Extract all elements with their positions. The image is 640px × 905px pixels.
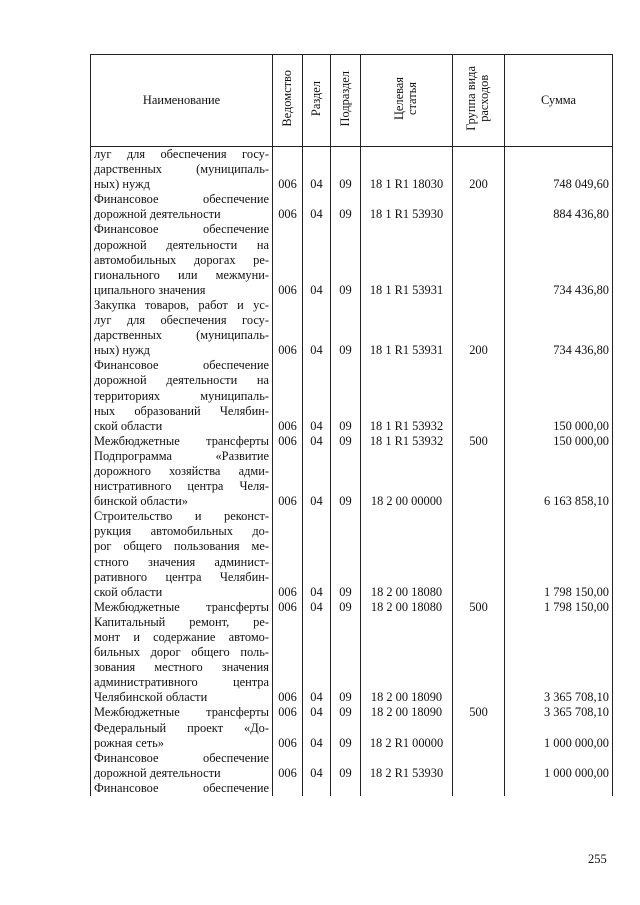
row-sum: 150 000,00 — [505, 434, 613, 449]
table-row — [91, 721, 613, 751]
table-row — [91, 751, 613, 781]
row-subsection: 09 — [331, 358, 361, 433]
header-section-text: Раздел — [308, 80, 323, 117]
row-name-line: Межбюджетные трансферты — [94, 433, 269, 448]
row-target-article — [361, 781, 453, 796]
row-sum: 734 436,80 — [505, 298, 613, 358]
table-row — [91, 781, 613, 796]
header-name-text: Наименование — [142, 93, 221, 107]
row-department: 006 — [273, 358, 303, 433]
table-body — [91, 147, 613, 797]
table-row — [91, 358, 613, 433]
row-sum: 884 436,80 — [505, 192, 613, 222]
row-name — [91, 781, 273, 796]
row-expense-group — [453, 781, 505, 796]
row-department: 006 — [273, 600, 303, 615]
row-name-line: рожная сеть» — [94, 735, 164, 750]
row-name-line: Челябинской области — [94, 690, 208, 705]
header-target-article-text — [393, 77, 419, 120]
row-target-article: 18 1 R1 53932 — [361, 434, 453, 449]
row-subsection: 09 — [331, 192, 361, 222]
row-subsection: 09 — [331, 222, 361, 297]
row-section: 04 — [303, 222, 331, 297]
row-department — [273, 781, 303, 796]
row-name-line: Финансовое обеспечение — [94, 750, 269, 765]
row-department: 006 — [273, 222, 303, 297]
row-name-line: ных) нужд — [94, 343, 150, 358]
header-section — [303, 55, 331, 147]
table-row — [91, 600, 613, 615]
table-row — [91, 615, 613, 706]
row-expense-group — [453, 192, 505, 222]
row-subsection: 09 — [331, 434, 361, 449]
row-name-line: ных) нужд — [94, 177, 150, 192]
row-section: 04 — [303, 298, 331, 358]
row-department: 006 — [273, 705, 303, 720]
row-subsection: 09 — [331, 751, 361, 781]
row-department: 006 — [273, 434, 303, 449]
table-row — [91, 192, 613, 222]
row-name-line: ных образований Челябин- — [94, 403, 269, 418]
table-row — [91, 509, 613, 600]
header-sum — [505, 55, 613, 147]
row-name — [91, 222, 273, 297]
row-name-line: Подпрограмма «Развитие — [94, 448, 269, 463]
table-row — [91, 298, 613, 358]
row-section: 04 — [303, 705, 331, 720]
row-name-line: Финансовое обеспечение — [94, 222, 269, 237]
row-name-line: Федеральный проект «До- — [94, 720, 269, 735]
row-department: 006 — [273, 721, 303, 751]
row-expense-group — [453, 358, 505, 433]
row-department: 006 — [273, 751, 303, 781]
row-sum: 3 365 708,10 — [505, 615, 613, 706]
row-expense-group — [453, 751, 505, 781]
row-target-article: 18 1 R1 18030 — [361, 147, 453, 193]
row-department: 006 — [273, 192, 303, 222]
header-department — [273, 55, 303, 147]
row-name — [91, 509, 273, 600]
row-name-line: административного центра — [94, 675, 269, 690]
row-sum: 1 000 000,00 — [505, 751, 613, 781]
table-row — [91, 449, 613, 509]
row-name-line: Финансовое обеспечение — [94, 780, 269, 795]
row-name-line: ративного центра Челябин- — [94, 569, 269, 584]
header-target-article-line-2: статья — [405, 82, 420, 116]
row-section: 04 — [303, 509, 331, 600]
row-sum: 150 000,00 — [505, 358, 613, 433]
row-subsection: 09 — [331, 147, 361, 193]
row-subsection — [331, 781, 361, 796]
row-subsection: 09 — [331, 615, 361, 706]
row-subsection: 09 — [331, 600, 361, 615]
budget-table — [90, 54, 613, 796]
row-name-line: дорожной деятельности — [94, 207, 221, 222]
page-number: 255 — [588, 852, 607, 866]
row-section: 04 — [303, 147, 331, 193]
row-name-line: рукция автомобильных до- — [94, 524, 269, 539]
row-name — [91, 147, 273, 193]
row-name — [91, 434, 273, 449]
row-target-article: 18 1 R1 53932 — [361, 358, 453, 433]
row-expense-group — [453, 721, 505, 751]
row-section: 04 — [303, 751, 331, 781]
row-name — [91, 721, 273, 751]
row-name-line: дорожной деятельности — [94, 765, 221, 780]
row-sum: 748 049,60 — [505, 147, 613, 193]
row-department: 006 — [273, 509, 303, 600]
row-target-article: 18 2 00 18090 — [361, 615, 453, 706]
row-name — [91, 615, 273, 706]
row-target-article: 18 1 R1 53930 — [361, 192, 453, 222]
row-name-line: гионального или межмуни- — [94, 267, 269, 282]
row-target-article: 18 2 R1 53930 — [361, 751, 453, 781]
row-name-line: луг для обеспечения госу- — [94, 313, 269, 328]
row-sum: 1 798 150,00 — [505, 509, 613, 600]
row-name — [91, 358, 273, 433]
row-sum: 6 163 858,10 — [505, 449, 613, 509]
row-department: 006 — [273, 615, 303, 706]
row-name-line: Строительство и реконст- — [94, 509, 269, 524]
header-subsection-text: Подраздел — [337, 70, 352, 127]
header-sum-text: Сумма — [540, 93, 577, 107]
row-sum: 1 798 150,00 — [505, 600, 613, 615]
row-name-line: бильных дорог общего поль- — [94, 645, 269, 660]
row-target-article: 18 2 00 00000 — [361, 449, 453, 509]
row-name-line: дорожного хозяйства адми- — [94, 463, 269, 478]
row-department: 006 — [273, 147, 303, 193]
row-name — [91, 192, 273, 222]
row-name-line: ципального значения — [94, 282, 206, 297]
row-department: 006 — [273, 298, 303, 358]
header-expense-group-text — [465, 66, 491, 131]
row-subsection: 09 — [331, 509, 361, 600]
row-department: 006 — [273, 449, 303, 509]
row-name — [91, 298, 273, 358]
row-subsection: 09 — [331, 721, 361, 751]
row-name-line: Межбюджетные трансферты — [94, 599, 269, 614]
row-section: 04 — [303, 615, 331, 706]
row-name-line: Закупка товаров, работ и ус- — [94, 297, 269, 312]
row-name-line: рог общего пользования ме- — [94, 539, 269, 554]
row-name-line: Финансовое обеспечение — [94, 358, 269, 373]
table-row — [91, 434, 613, 449]
row-name-line: дарственных (муниципаль- — [94, 162, 269, 177]
row-expense-group — [453, 509, 505, 600]
row-name-line: нистративного центра Челя- — [94, 479, 269, 494]
row-target-article: 18 2 00 18090 — [361, 705, 453, 720]
row-name-line: Финансовое обеспечение — [94, 192, 269, 207]
table-row — [91, 222, 613, 297]
row-section: 04 — [303, 721, 331, 751]
row-target-article: 18 1 R1 53931 — [361, 222, 453, 297]
row-expense-group: 500 — [453, 600, 505, 615]
row-sum: 734 436,80 — [505, 222, 613, 297]
row-section: 04 — [303, 600, 331, 615]
header-department-text: Ведомство — [279, 70, 294, 127]
row-subsection: 09 — [331, 449, 361, 509]
row-section: 04 — [303, 358, 331, 433]
row-expense-group: 200 — [453, 147, 505, 193]
row-name — [91, 449, 273, 509]
row-subsection: 09 — [331, 298, 361, 358]
row-sum — [505, 781, 613, 796]
row-section: 04 — [303, 192, 331, 222]
row-name-line: стного значения админист- — [94, 554, 269, 569]
row-name-line: зования местного значения — [94, 660, 269, 675]
row-name-line: дарственных (муниципаль- — [94, 328, 269, 343]
row-expense-group — [453, 449, 505, 509]
header-target-article-line-1: Целевая — [392, 76, 407, 121]
row-target-article: 18 2 R1 00000 — [361, 721, 453, 751]
row-name-line: территориях муниципаль- — [94, 388, 269, 403]
row-name-line: ской области — [94, 584, 163, 599]
row-name — [91, 705, 273, 720]
table-row — [91, 147, 613, 193]
row-name-line: дорожной деятельности на — [94, 373, 269, 388]
row-expense-group: 500 — [453, 434, 505, 449]
row-name-line: луг для обеспечения госу- — [94, 147, 269, 161]
row-expense-group: 200 — [453, 298, 505, 358]
table-header — [91, 55, 613, 147]
row-name-line: дорожной деятельности на — [94, 237, 269, 252]
row-name-line: автомобильных дорогах ре- — [94, 252, 269, 267]
row-expense-group: 500 — [453, 705, 505, 720]
header-target-article — [361, 55, 453, 147]
row-section: 04 — [303, 449, 331, 509]
row-section: 04 — [303, 434, 331, 449]
row-expense-group — [453, 615, 505, 706]
header-subsection — [331, 55, 361, 147]
row-target-article: 18 2 00 18080 — [361, 509, 453, 600]
header-expense-group — [453, 55, 505, 147]
row-name-line: Межбюджетные трансферты — [94, 705, 269, 720]
header-expense-group-line-2: расходов — [477, 75, 492, 122]
row-name-line: ской области — [94, 418, 163, 433]
row-subsection: 09 — [331, 705, 361, 720]
row-target-article: 18 1 R1 53931 — [361, 298, 453, 358]
row-name-line: бинской области» — [94, 494, 188, 509]
row-sum: 1 000 000,00 — [505, 721, 613, 751]
row-section — [303, 781, 331, 796]
row-name-line: Капитальный ремонт, ре- — [94, 614, 269, 629]
row-name — [91, 751, 273, 781]
table-row — [91, 705, 613, 720]
row-sum: 3 365 708,10 — [505, 705, 613, 720]
header-name — [91, 55, 273, 147]
row-name — [91, 600, 273, 615]
row-expense-group — [453, 222, 505, 297]
header-expense-group-line-1: Группа вида — [464, 66, 479, 131]
row-name-line: монт и содержание автомо- — [94, 630, 269, 644]
row-target-article: 18 2 00 18080 — [361, 600, 453, 615]
